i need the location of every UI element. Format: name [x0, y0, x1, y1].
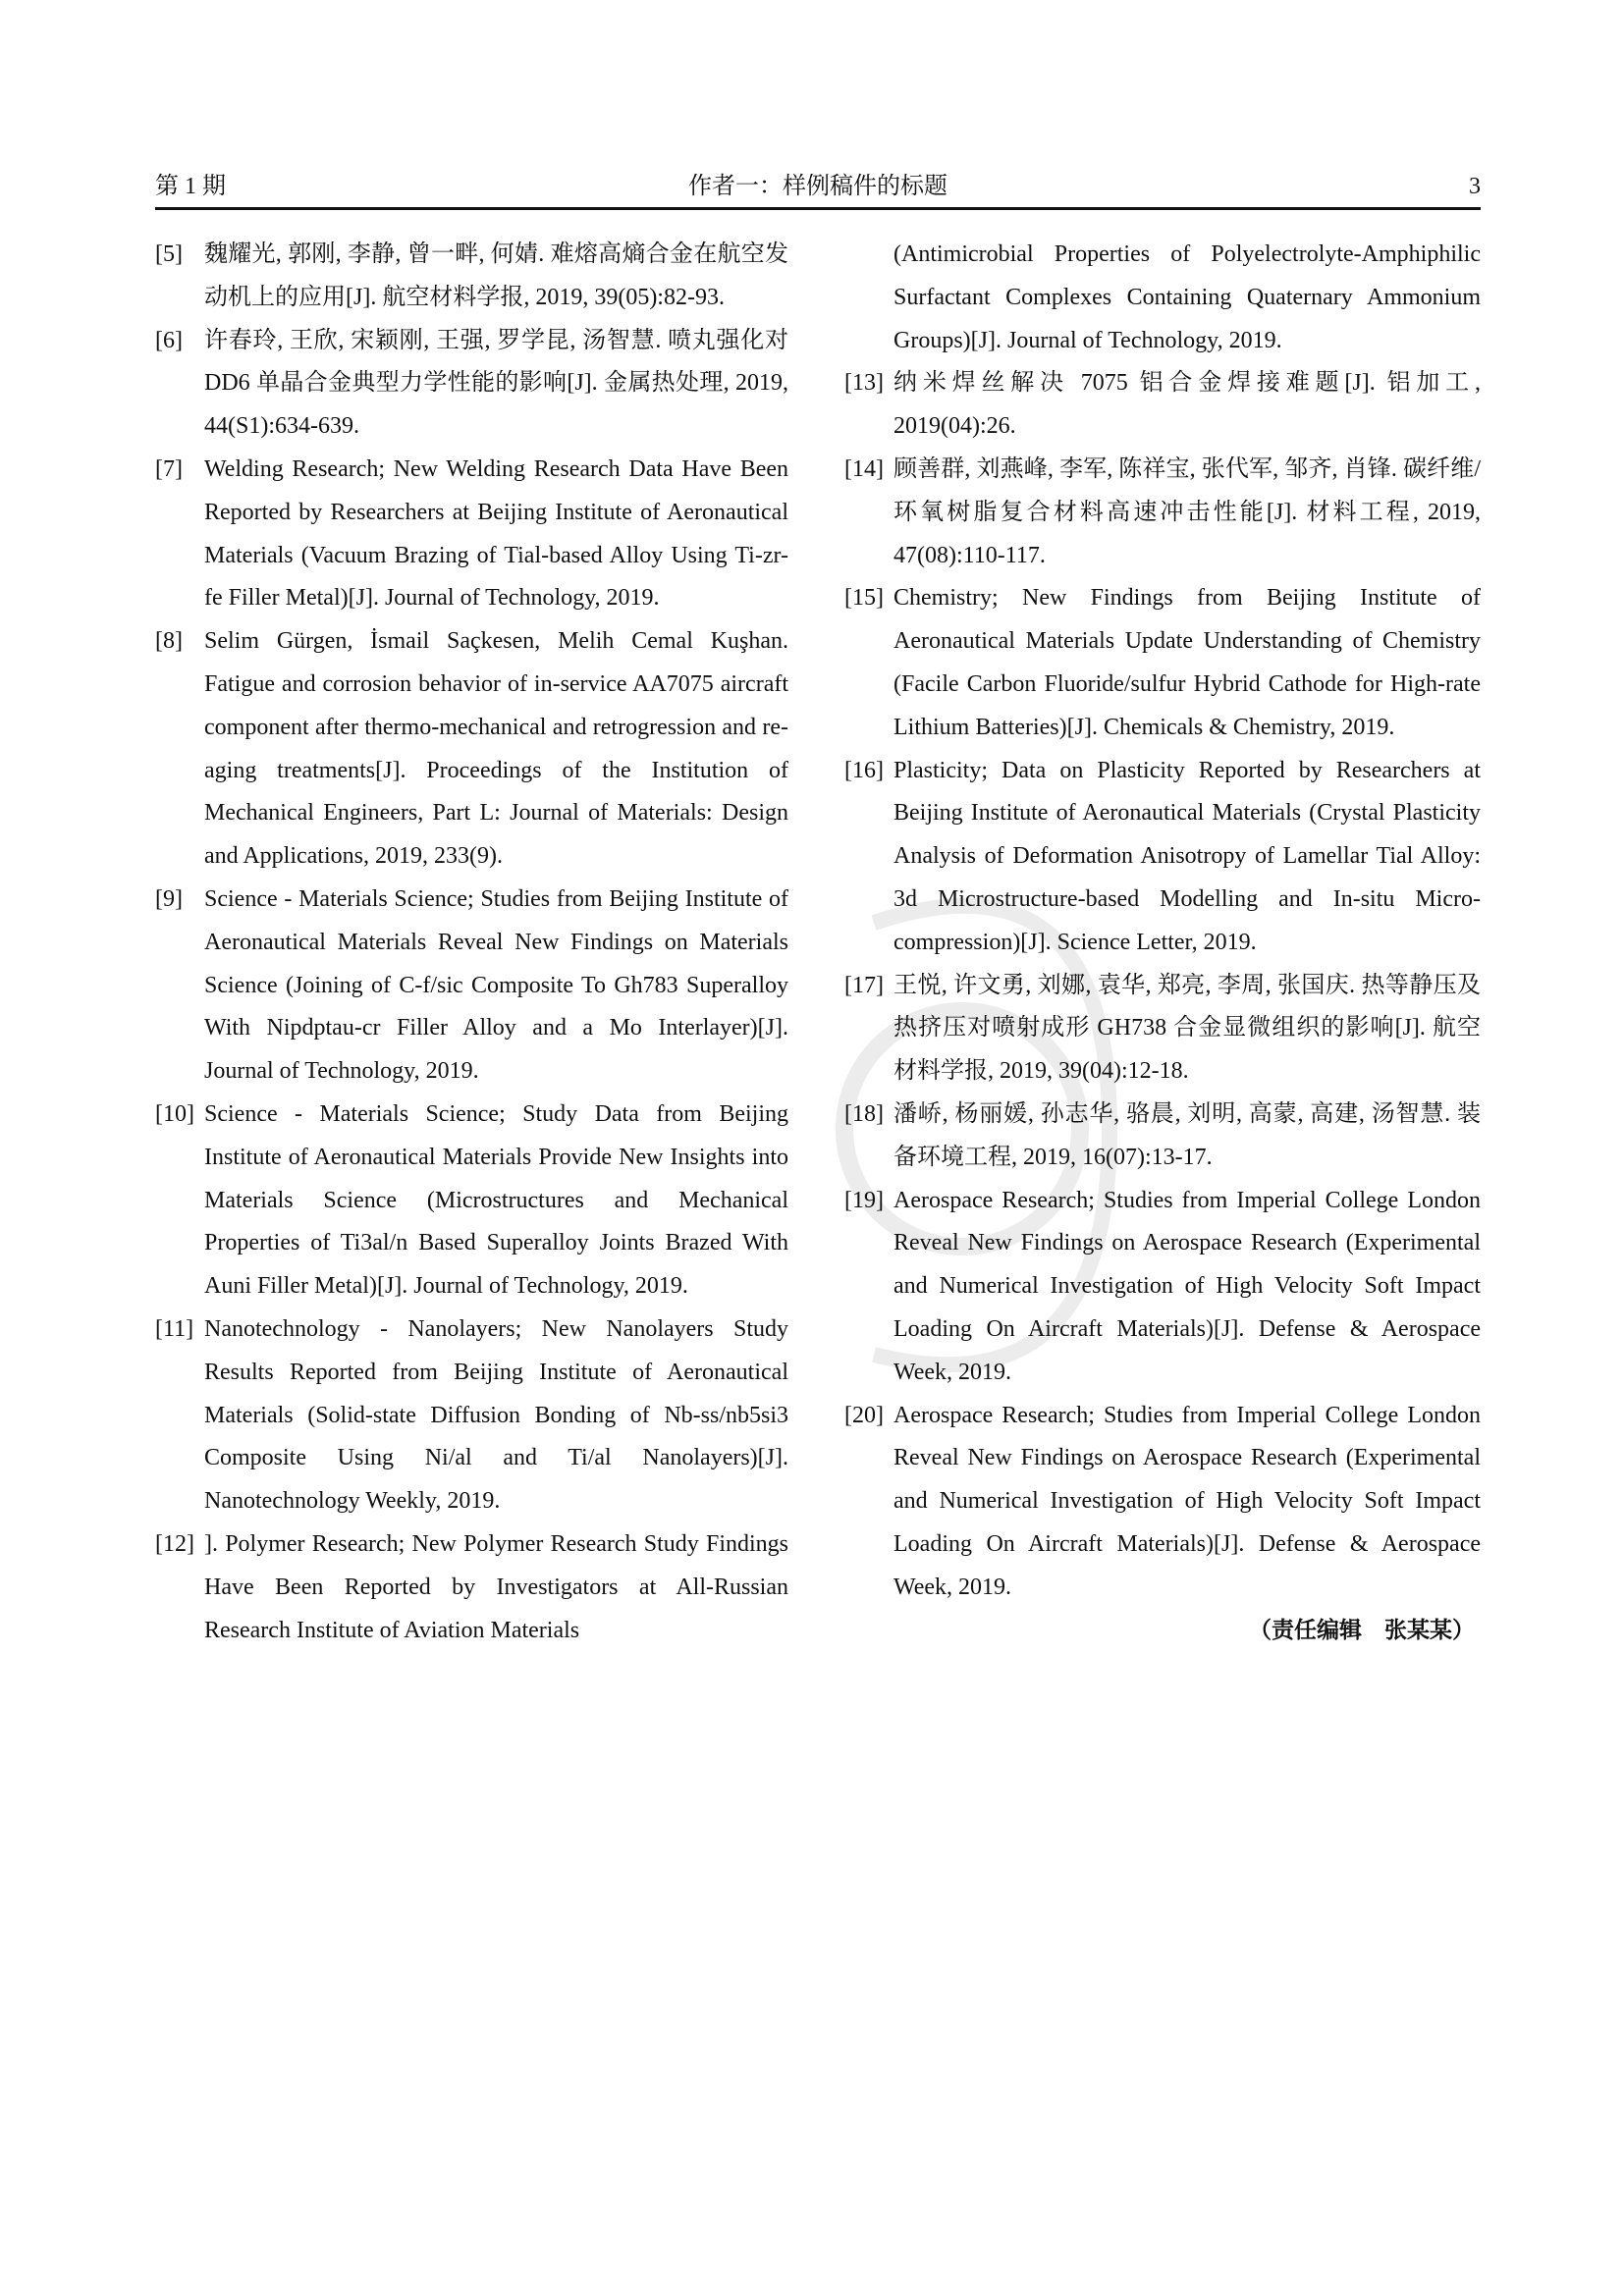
reference-item: [155, 234, 788, 320]
reference-label: [5]: [155, 241, 183, 267]
reference-item: [844, 449, 1481, 577]
reference-label: [8]: [155, 628, 183, 655]
reference-text: Welding Research; New Welding Research Data Have Been Reported by Researchers at Beijing Institute of Aeronautical Materials (Vacuum Brazing of Tial-based Alloy Using Ti-zr-fe Filler Metal)[J]. Journal of Technology, 2019.: [204, 455, 788, 612]
reference-label: [13]: [844, 370, 884, 397]
reference-item: [844, 1094, 1481, 1180]
reference-text: 王悦, 许文勇, 刘娜, 袁华, 郑亮, 李周, 张国庆. 热等静压及热挤压对喷射成形 GH738 合金显微组织的影响[J]. 航空材料学报, 2019, 39(04):12-18.: [893, 972, 1481, 1085]
reference-item: [155, 449, 788, 620]
reference-label: [16]: [844, 757, 884, 783]
reference-label: [17]: [844, 972, 884, 998]
reference-text: Nanotechnology - Nanolayers; New Nanolayers Study Results Reported from Beijing Institute of Aeronautical Materials (Solid-state Diffusion Bonding of Nb-ss/nb5si3 Composite Using Ni/al and Ti/al Nanolayers)[J]. Nanotechnology Weekly, 2019.: [204, 1315, 788, 1515]
reference-item: [844, 1395, 1481, 1610]
reference-label: [7]: [155, 455, 183, 482]
reference-label: [15]: [844, 585, 884, 612]
reference-text: 潘峤, 杨丽媛, 孙志华, 骆晨, 刘明, 高蒙, 高建, 汤智慧. 装备环境工程, 2019, 16(07):13-17.: [893, 1100, 1481, 1170]
reference-label: [6]: [155, 327, 183, 353]
reference-label: [18]: [844, 1100, 884, 1127]
reference-item: [155, 1094, 788, 1308]
reference-label: [10]: [155, 1100, 194, 1127]
reference-item: [155, 1308, 788, 1523]
reference-item: [155, 620, 788, 879]
reference-text: 纳米焊丝解决 7075 铝合金焊接难题[J]. 铝加工, 2019(04):26.: [893, 370, 1481, 440]
reference-text: Selim Gürgen, İsmail Saçkesen, Melih Cemal Kuşhan. Fatigue and corrosion behavior of in-service AA7075 aircraft component after thermo-mechanical and retrogression and re-aging treatments[J]. Proceedings of the Institution of Mechanical Engineers, Part L: Journal of Materials: Design and Applications, 2019, 233(9).: [204, 628, 788, 870]
reference-label: [9]: [155, 885, 183, 912]
references-left-column: [155, 234, 788, 1652]
reference-label: [12]: [155, 1530, 194, 1557]
reference-continuation: (Antimicrobial Properties of Polyelectrolyte-Amphiphilic Surfactant Complexes Containing Quaternary Ammonium Groups)[J]. Journal of Technology, 2019.: [893, 241, 1481, 353]
reference-text: ]. Polymer Research; New Polymer Research Study Findings Have Been Reported by Investigators at All-Russian Research Institute of Aviation Materials: [204, 1530, 788, 1643]
reference-label: [19]: [844, 1187, 884, 1213]
reference-text: Aerospace Research; Studies from Imperial College London Reveal New Findings on Aerospace Research (Experimental and Numerical Investigation of High Velocity Soft Impact Loading On Aircraft Materials)[J]. Defense & Aerospace Week, 2019.: [893, 1402, 1481, 1600]
reference-item: [844, 750, 1481, 965]
reference-text: 魏耀光, 郭刚, 李静, 曾一畔, 何婧. 难熔高熵合金在航空发动机上的应用[J]. 航空材料学报, 2019, 39(05):82-93.: [204, 241, 788, 310]
reference-text: 许春玲, 王欣, 宋颖刚, 王强, 罗学昆, 汤智慧. 喷丸强化对 DD6 单晶合金典型力学性能的影响[J]. 金属热处理, 2019, 44(S1):634-639.: [204, 327, 788, 440]
reference-text: Plasticity; Data on Plasticity Reported by Researchers at Beijing Institute of Aeronautical Materials (Crystal Plasticity Analysis of Deformation Anisotropy of Lamellar Tial Alloy: 3d Microstructure-based Modelling and In-situ Micro-compression)[J]. Science Letter, 2019.: [893, 757, 1481, 955]
reference-item: [844, 362, 1481, 449]
running-title: 作者一：样例稿件的标题: [688, 174, 947, 199]
reference-item: [844, 965, 1481, 1094]
issue-number: 第 1 期: [155, 174, 226, 199]
header-rule: [155, 207, 1481, 210]
responsible-editor: （责任编辑 张某某）: [1249, 1617, 1475, 1643]
reference-label: [14]: [844, 455, 884, 482]
reference-item: [844, 577, 1481, 749]
reference-label: [11]: [155, 1315, 194, 1342]
reference-text: Chemistry; New Findings from Beijing Institute of Aeronautical Materials Update Understanding of Chemistry (Facile Carbon Fluoride/sulfur Hybrid Cathode for High-rate Lithium Batteries)[J]. Chemicals & Chemistry, 2019.: [893, 585, 1481, 740]
reference-text: Science - Materials Science; Studies from Beijing Institute of Aeronautical Materials Reveal New Findings on Materials Science (Joining of C-f/sic Composite To Gh783 Superalloy With Nipdptau-cr Filler Alloy and a Mo Interlayer)[J]. Journal of Technology, 2019.: [204, 885, 788, 1085]
reference-text: Aerospace Research; Studies from Imperial College London Reveal New Findings on Aerospace Research (Experimental and Numerical Investigation of High Velocity Soft Impact Loading On Aircraft Materials)[J]. Defense & Aerospace Week, 2019.: [893, 1187, 1481, 1385]
reference-item: [155, 879, 788, 1094]
references-right-column: [844, 234, 1481, 1652]
reference-item: [155, 1523, 788, 1652]
page-number: 3: [1469, 174, 1481, 199]
reference-label: [20]: [844, 1402, 884, 1428]
reference-item: [155, 320, 788, 449]
reference-text: 顾善群, 刘燕峰, 李军, 陈祥宝, 张代军, 邹齐, 肖锋. 碳纤维/环氧树脂复合材料高速冲击性能[J]. 材料工程, 2019, 47(08):110-117.: [893, 455, 1481, 568]
running-header: [155, 169, 1481, 204]
reference-text: Science - Materials Science; Study Data from Beijing Institute of Aeronautical Materials Provide New Insights into Materials Science (Microstructures and Mechanical Properties of Ti3al/n Based Superalloy Joints Brazed With Auni Filler Metal)[J]. Journal of Technology, 2019.: [204, 1100, 788, 1300]
reference-item: [844, 1180, 1481, 1395]
